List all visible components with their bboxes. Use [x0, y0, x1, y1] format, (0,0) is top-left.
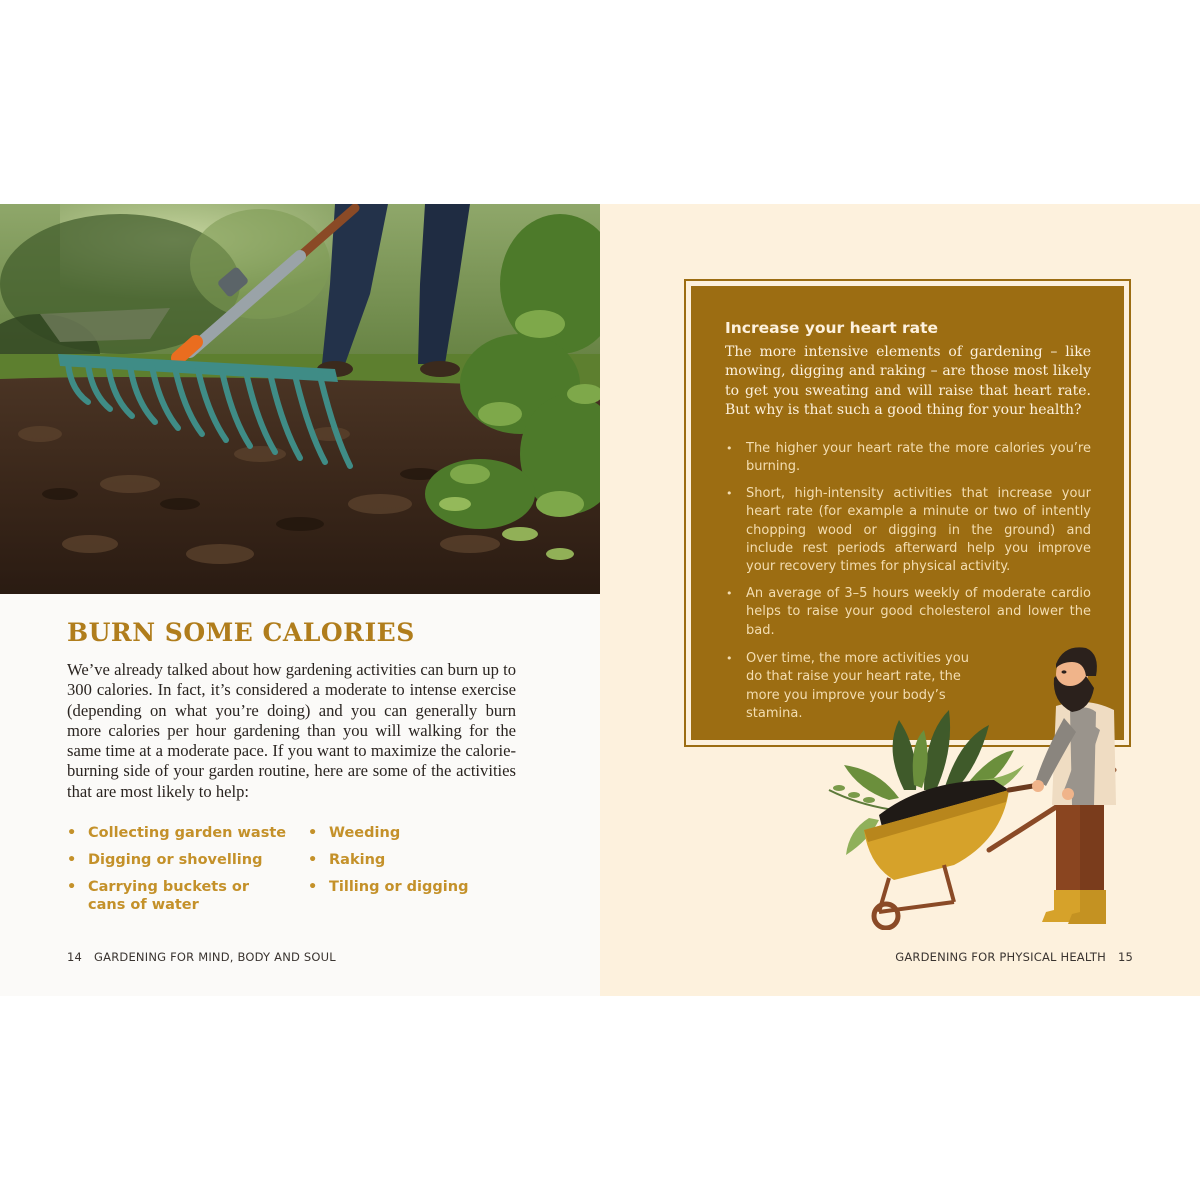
page-number: 14 [67, 950, 83, 964]
list-item: • Weeding [308, 824, 508, 842]
page-number: 15 [1117, 950, 1133, 964]
activities-list-col1 [67, 824, 287, 923]
gardener-wheelbarrow-illustration [824, 640, 1124, 930]
body-paragraph: We’ve already talked about how gardening activities can burn up to 300 calories. In fact, it’s considered a moderate to intense exercise (depending on what you’re doing) and you can generally burn more calories per hour gardening than you will walking for the same time at a moderate pace. If you want to maximize the calorie-burning side of your garden routine, here are some of the activities that are most likely to help: [67, 660, 516, 801]
list-item: • Raking [308, 851, 508, 869]
list-item: • Tilling or digging [308, 878, 508, 896]
list-item: • The higher your heart rate the more calories you’re burning. [725, 440, 1091, 477]
list-item: • Over time, the more activities you do that raise your heart rate, the more you improve your body’s stamina. [725, 650, 985, 724]
running-head: GARDENING FOR PHYSICAL HEALTH [895, 950, 1106, 964]
list-item: • Carrying buckets or cans of water [67, 878, 287, 914]
list-item: • Digging or shovelling [67, 851, 287, 869]
garden-rake-photo [0, 204, 600, 594]
sidebar-list [725, 440, 1091, 648]
book-spread [0, 204, 1200, 996]
right-footer [895, 950, 1133, 964]
left-footer [67, 950, 336, 964]
section-heading: BURN SOME CALORIES [67, 618, 415, 647]
running-head: GARDENING FOR MIND, BODY AND SOUL [94, 950, 336, 964]
left-page [0, 204, 600, 996]
activities-list-col2 [308, 824, 508, 905]
list-item: • An average of 3–5 hours weekly of moderate cardio helps to raise your good cholesterol and lower the bad. [725, 585, 1091, 640]
list-item: • Short, high-intensity activities that increase your heart rate (for example a minute or two of intently chopping wood or digging in the ground) and include rest periods afterward help you improve your recovery times for physical activity. [725, 485, 1091, 577]
list-item: • Collecting garden waste [67, 824, 287, 842]
sidebar-title: Increase your heart rate [725, 319, 939, 337]
right-page [600, 204, 1200, 996]
sidebar-lead: The more intensive elements of gardening – like mowing, digging and raking – are those most likely to get you sweating and will raise that heart rate. But why is that such a good thing for your health? [725, 344, 1091, 419]
